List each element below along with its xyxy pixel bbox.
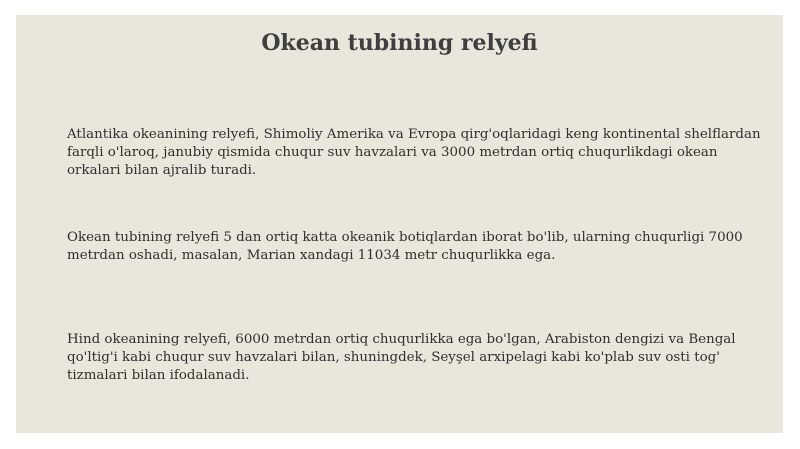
- paragraph-atlantic: Atlantika okeanining relyefi, Shimoliy Amerika va Evropa qirg'oqlaridagi keng kontinental shelflardan farqli o'laroq, janubiy qismida chuqur suv havzalari va 3000 metrdan ortiq chuqurlikdagi okean orkalari bilan ajralib turadi.: [67, 127, 761, 178]
- slide-title: Okean tubining relyefi: [261, 30, 538, 56]
- slide: [16, 15, 783, 433]
- paragraph-ocean-floor: Okean tubining relyefi 5 dan ortiq katta okeanik botiqlardan iborat bo'lib, ularning chuqurligi 7000 metrdan oshadi, masalan, Marian xandagi 11034 metr chuqurlikka ega.: [67, 230, 743, 263]
- paragraph-indian: Hind okeanining relyefi, 6000 metrdan ortiq chuqurlikka ega bo'lgan, Arabiston dengizi va Bengal qo'ltig'i kabi chuqur suv havzalari bilan, shuningdek, Seyşel arxipelagi kabi ko'plab suv osti tog' tizmalari bilan ifodalanadi.: [67, 332, 736, 383]
